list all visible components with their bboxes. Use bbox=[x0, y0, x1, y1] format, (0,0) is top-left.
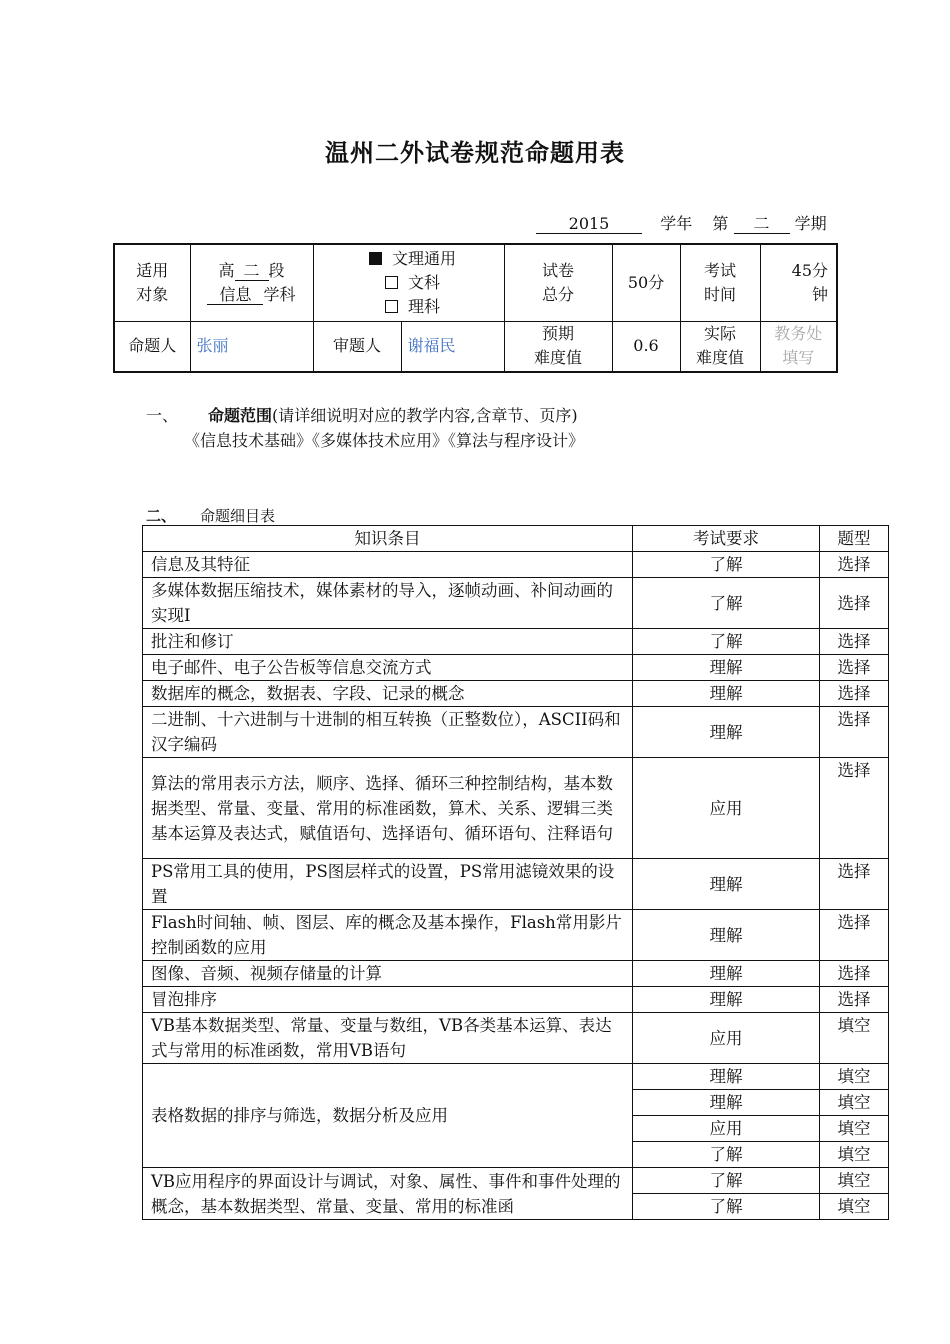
question-type: 填空 bbox=[820, 1090, 889, 1116]
question-type: 填空 bbox=[820, 1013, 889, 1064]
section-detail-heading bbox=[146, 505, 275, 526]
requirement: 了解 bbox=[633, 629, 820, 655]
question-type: 选择 bbox=[820, 578, 889, 629]
requirement: 理解 bbox=[633, 707, 820, 758]
table-row bbox=[143, 707, 889, 758]
table-row bbox=[143, 859, 889, 910]
table-row bbox=[143, 1168, 889, 1194]
knowledge-item: 批注和修订 bbox=[143, 629, 633, 655]
section-title: 命题细目表 bbox=[200, 507, 276, 525]
requirement: 理解 bbox=[633, 655, 820, 681]
requirement: 应用 bbox=[633, 758, 820, 859]
knowledge-item: 信息及其特征 bbox=[143, 552, 633, 578]
knowledge-item: 图像、音频、视频存储量的计算 bbox=[143, 961, 633, 987]
checked-box-icon bbox=[369, 252, 382, 265]
question-type: 选择 bbox=[820, 758, 889, 859]
knowledge-item: Flash时间轴、帧、图层、库的概念及基本操作，Flash常用影片控制函数的应用 bbox=[143, 910, 633, 961]
grade-value: 二 bbox=[235, 262, 269, 281]
requirement: 了解 bbox=[633, 1194, 820, 1220]
question-type: 填空 bbox=[820, 1142, 889, 1168]
school-year-label: 学年 bbox=[660, 214, 693, 233]
question-type: 填空 bbox=[820, 1194, 889, 1220]
school-year: 2015 bbox=[536, 215, 642, 234]
table-row bbox=[143, 552, 889, 578]
question-type: 选择 bbox=[820, 707, 889, 758]
term-line bbox=[536, 211, 827, 234]
total-score: 50分 bbox=[612, 244, 680, 321]
author-label: 命题人 bbox=[114, 321, 190, 372]
subject-value: 信息 bbox=[207, 286, 263, 305]
knowledge-item: PS常用工具的使用，PS图层样式的设置，PS常用滤镜效果的设置 bbox=[143, 859, 633, 910]
section-number: 一、 bbox=[146, 406, 179, 425]
question-type: 选择 bbox=[820, 629, 889, 655]
question-type: 选择 bbox=[820, 552, 889, 578]
option-arts[interactable]: 文科 bbox=[322, 271, 504, 295]
question-type: 选择 bbox=[820, 910, 889, 961]
knowledge-item: 算法的常用表示方法，顺序、选择、循环三种控制结构，基本数据类型、常量、变量、常用的标准函数，算术、关系、逻辑三类基本运算及表达式，赋值语句、选择语句、循环语句、注释语句 bbox=[143, 758, 633, 859]
expected-difficulty-label: 预期 难度值 bbox=[504, 321, 612, 372]
table-row bbox=[143, 629, 889, 655]
table-row bbox=[143, 1013, 889, 1064]
grade-subject-cell: 高 二 段 信息 学科 bbox=[190, 244, 313, 321]
exam-time: 45分 钟 bbox=[760, 244, 837, 321]
requirement: 了解 bbox=[633, 1168, 820, 1194]
table-header-row bbox=[143, 526, 889, 552]
exam-info-table bbox=[113, 243, 838, 373]
exam-time-label: 考试 时间 bbox=[680, 244, 760, 321]
section-title: 命题范围 bbox=[208, 406, 273, 425]
knowledge-item: 电子邮件、电子公告板等信息交流方式 bbox=[143, 655, 633, 681]
requirement: 理解 bbox=[633, 910, 820, 961]
semester-prefix: 第 bbox=[712, 214, 729, 233]
question-type: 选择 bbox=[820, 859, 889, 910]
option-general[interactable]: 文理通用 bbox=[322, 247, 504, 271]
knowledge-item: VB应用程序的界面设计与调试，对象、属性、事件和事件处理的概念，基本数据类型、常量、变量、常用的标准函 bbox=[143, 1168, 633, 1220]
requirement: 理解 bbox=[633, 681, 820, 707]
table-row bbox=[143, 987, 889, 1013]
question-type: 选择 bbox=[820, 655, 889, 681]
header-type: 题型 bbox=[820, 526, 889, 552]
requirement: 了解 bbox=[633, 552, 820, 578]
question-type: 填空 bbox=[820, 1116, 889, 1142]
knowledge-item: 冒泡排序 bbox=[143, 987, 633, 1013]
requirement: 应用 bbox=[633, 1116, 820, 1142]
knowledge-item: 数据库的概念，数据表、字段、记录的概念 bbox=[143, 681, 633, 707]
question-type: 选择 bbox=[820, 961, 889, 987]
knowledge-item: 多媒体数据压缩技术，媒体素材的导入，逐帧动画、补间动画的实现Ⅰ bbox=[143, 578, 633, 629]
requirement: 了解 bbox=[633, 578, 820, 629]
header-requirement: 考试要求 bbox=[633, 526, 820, 552]
track-options bbox=[313, 244, 504, 321]
option-science[interactable]: 理科 bbox=[322, 295, 504, 319]
header-item: 知识条目 bbox=[143, 526, 633, 552]
question-type: 选择 bbox=[820, 681, 889, 707]
table-row bbox=[143, 655, 889, 681]
semester-label: 学期 bbox=[794, 214, 827, 233]
table-row bbox=[143, 1064, 889, 1090]
section-note: (请详细说明对应的教学内容,含章节、页序) bbox=[272, 406, 578, 425]
knowledge-item: 表格数据的排序与筛选，数据分析及应用 bbox=[143, 1064, 633, 1168]
checkbox-icon bbox=[385, 276, 398, 289]
reviewer-name: 谢福民 bbox=[401, 321, 504, 372]
table-row bbox=[143, 961, 889, 987]
section-number: 二、 bbox=[146, 507, 177, 525]
checkbox-icon bbox=[385, 300, 398, 313]
question-type: 填空 bbox=[820, 1168, 889, 1194]
question-type: 填空 bbox=[820, 1064, 889, 1090]
table-row bbox=[143, 578, 889, 629]
question-type: 选择 bbox=[820, 987, 889, 1013]
requirement: 应用 bbox=[633, 1013, 820, 1064]
semester-number: 二 bbox=[734, 215, 790, 234]
page-title: 温州二外试卷规范命题用表 bbox=[325, 139, 625, 167]
actual-difficulty: 教务处 填写 bbox=[760, 321, 837, 372]
requirement: 了解 bbox=[633, 1142, 820, 1168]
requirement: 理解 bbox=[633, 859, 820, 910]
expected-difficulty: 0.6 bbox=[612, 321, 680, 372]
table-row bbox=[143, 910, 889, 961]
detail-table bbox=[142, 525, 889, 1220]
total-score-label: 试卷 总分 bbox=[504, 244, 612, 321]
author-name: 张丽 bbox=[190, 321, 313, 372]
table-row bbox=[143, 681, 889, 707]
reviewer-label: 审题人 bbox=[313, 321, 401, 372]
section-scope-heading bbox=[146, 403, 578, 426]
requirement: 理解 bbox=[633, 1064, 820, 1090]
target-label: 适用 对象 bbox=[114, 244, 190, 321]
actual-difficulty-label: 实际 难度值 bbox=[680, 321, 760, 372]
requirement: 理解 bbox=[633, 961, 820, 987]
table-row bbox=[143, 758, 889, 859]
knowledge-item: VB基本数据类型、常量、变量与数组，VB各类基本运算、表达式与常用的标准函数，常用VB语句 bbox=[143, 1013, 633, 1064]
knowledge-item: 二进制、十六进制与十进制的相互转换（正整数位），ASCII码和汉字编码 bbox=[143, 707, 633, 758]
scope-content: 《信息技术基础》《多媒体技术应用》《算法与程序设计》 bbox=[184, 431, 585, 450]
requirement: 理解 bbox=[633, 1090, 820, 1116]
requirement: 理解 bbox=[633, 987, 820, 1013]
